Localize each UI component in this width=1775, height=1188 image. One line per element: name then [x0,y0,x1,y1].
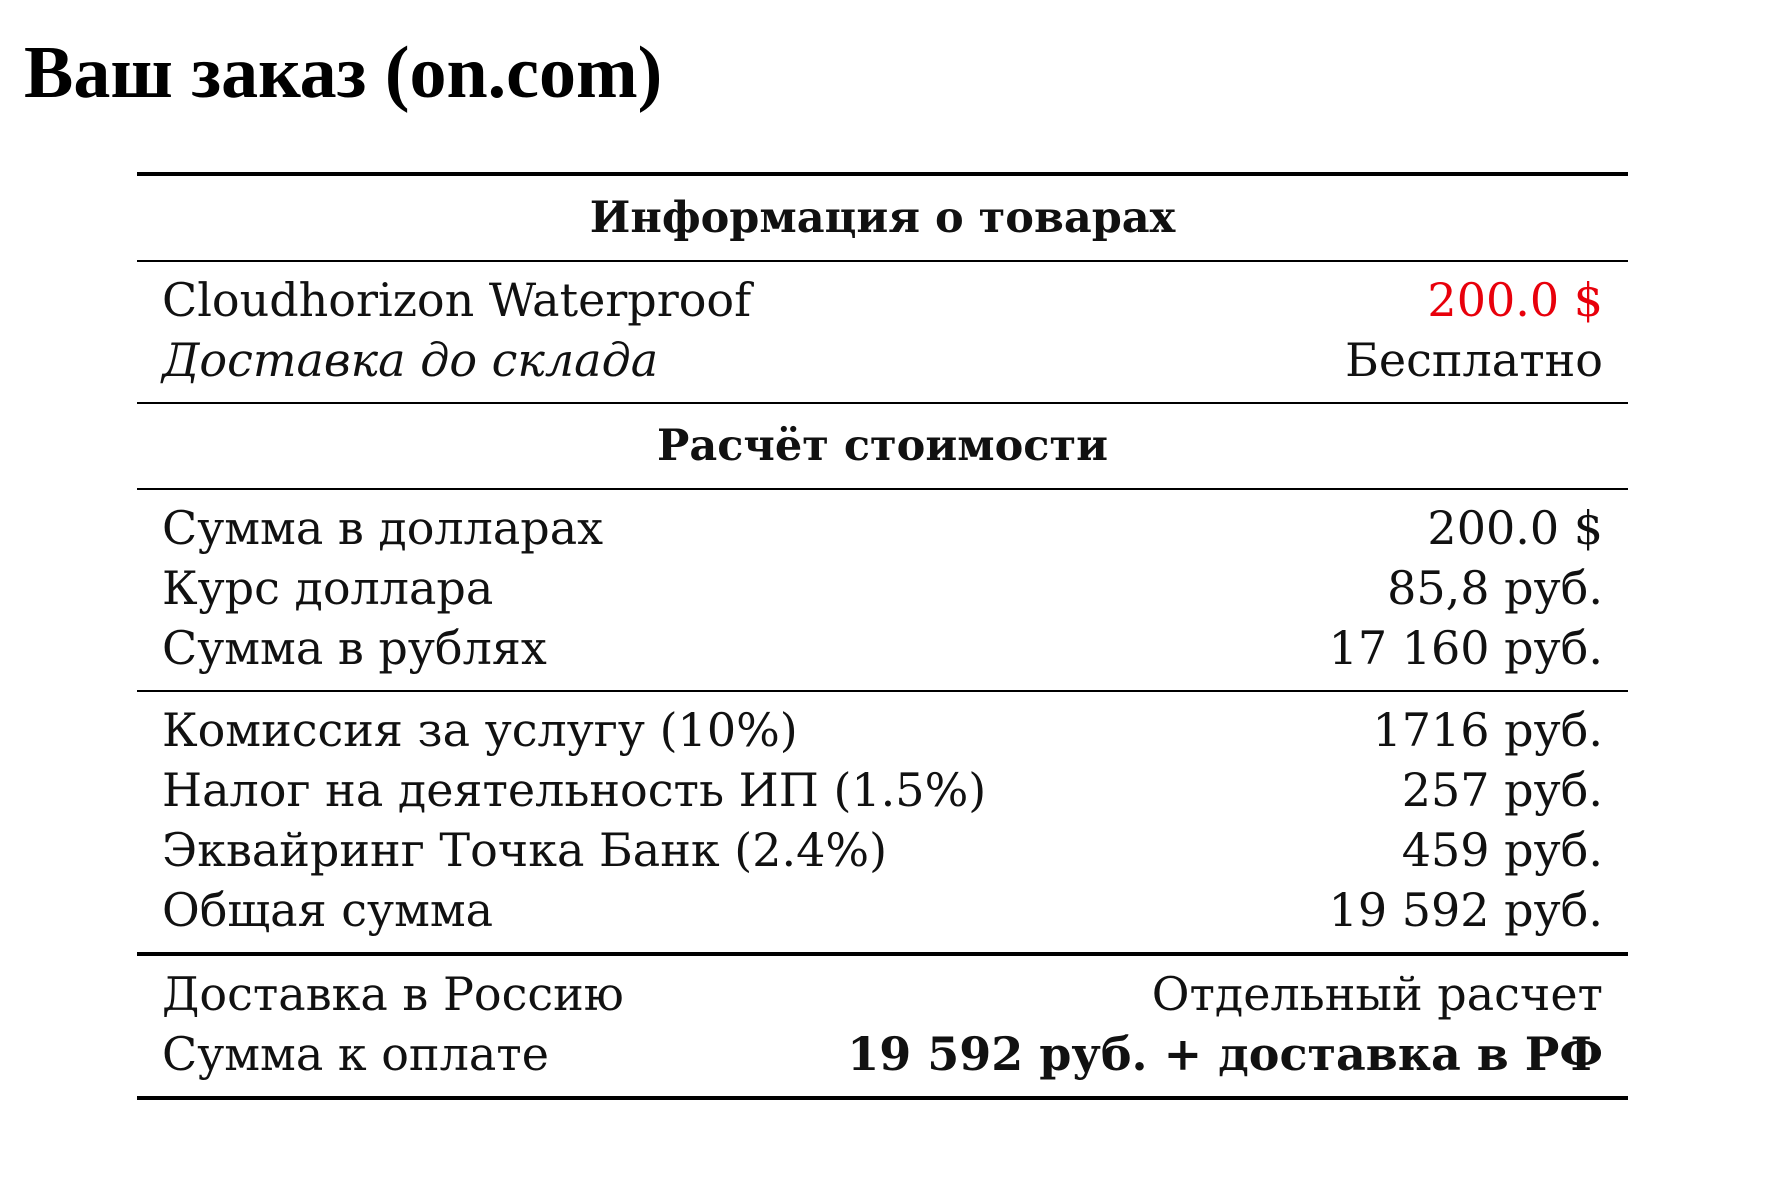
final-group [137,956,1628,1096]
warehouse-delivery-label: Доставка до склада [162,333,659,387]
amount-due-label: Сумма к оплате [162,1027,549,1081]
usd-sum-row [137,498,1628,558]
amount-due-row [137,1024,1628,1084]
exchange-rate-row [137,558,1628,618]
tax-row [137,760,1628,820]
rub-sum-row [137,618,1628,678]
fees-group [137,692,1628,956]
service-fee-label: Комиссия за услугу (10%) [162,703,798,757]
acquiring-row [137,820,1628,880]
total-value: 19 592 руб. [1328,883,1603,937]
products-section-heading: Информация о товарах [137,176,1628,262]
total-label: Общая сумма [162,883,494,937]
acquiring-value: 459 руб. [1401,823,1603,877]
rub-sum-label: Сумма в рублях [162,621,547,675]
product-name: Cloudhorizon Waterproof [162,273,752,327]
acquiring-label: Эквайринг Точка Банк (2.4%) [162,823,888,877]
russia-delivery-value: Отдельный расчет [1151,967,1603,1021]
product-row [137,270,1628,330]
calculation-section-heading: Расчёт стоимости [137,404,1628,490]
service-fee-value: 1716 руб. [1372,703,1603,757]
warehouse-delivery-row [137,330,1628,390]
usd-sum-label: Сумма в долларах [162,501,604,555]
exchange-rate-label: Курс доллара [162,561,494,615]
russia-delivery-label: Доставка в Россию [162,967,624,1021]
tax-value: 257 руб. [1401,763,1603,817]
usd-sum-value: 200.0 $ [1427,501,1603,555]
russia-delivery-row [137,964,1628,1024]
service-fee-row [137,700,1628,760]
order-summary-table [137,172,1628,1100]
tax-label: Налог на деятельность ИП (1.5%) [162,763,987,817]
total-row [137,880,1628,940]
warehouse-delivery-value: Бесплатно [1345,333,1603,387]
rub-sum-value: 17 160 руб. [1328,621,1603,675]
conversion-group [137,490,1628,692]
amount-due-value: 19 592 руб. + доставка в РФ [847,1027,1603,1081]
products-group [137,262,1628,404]
exchange-rate-value: 85,8 руб. [1387,561,1603,615]
product-price: 200.0 $ [1427,273,1603,327]
page-title: Ваш заказ (on.com) [24,32,663,114]
